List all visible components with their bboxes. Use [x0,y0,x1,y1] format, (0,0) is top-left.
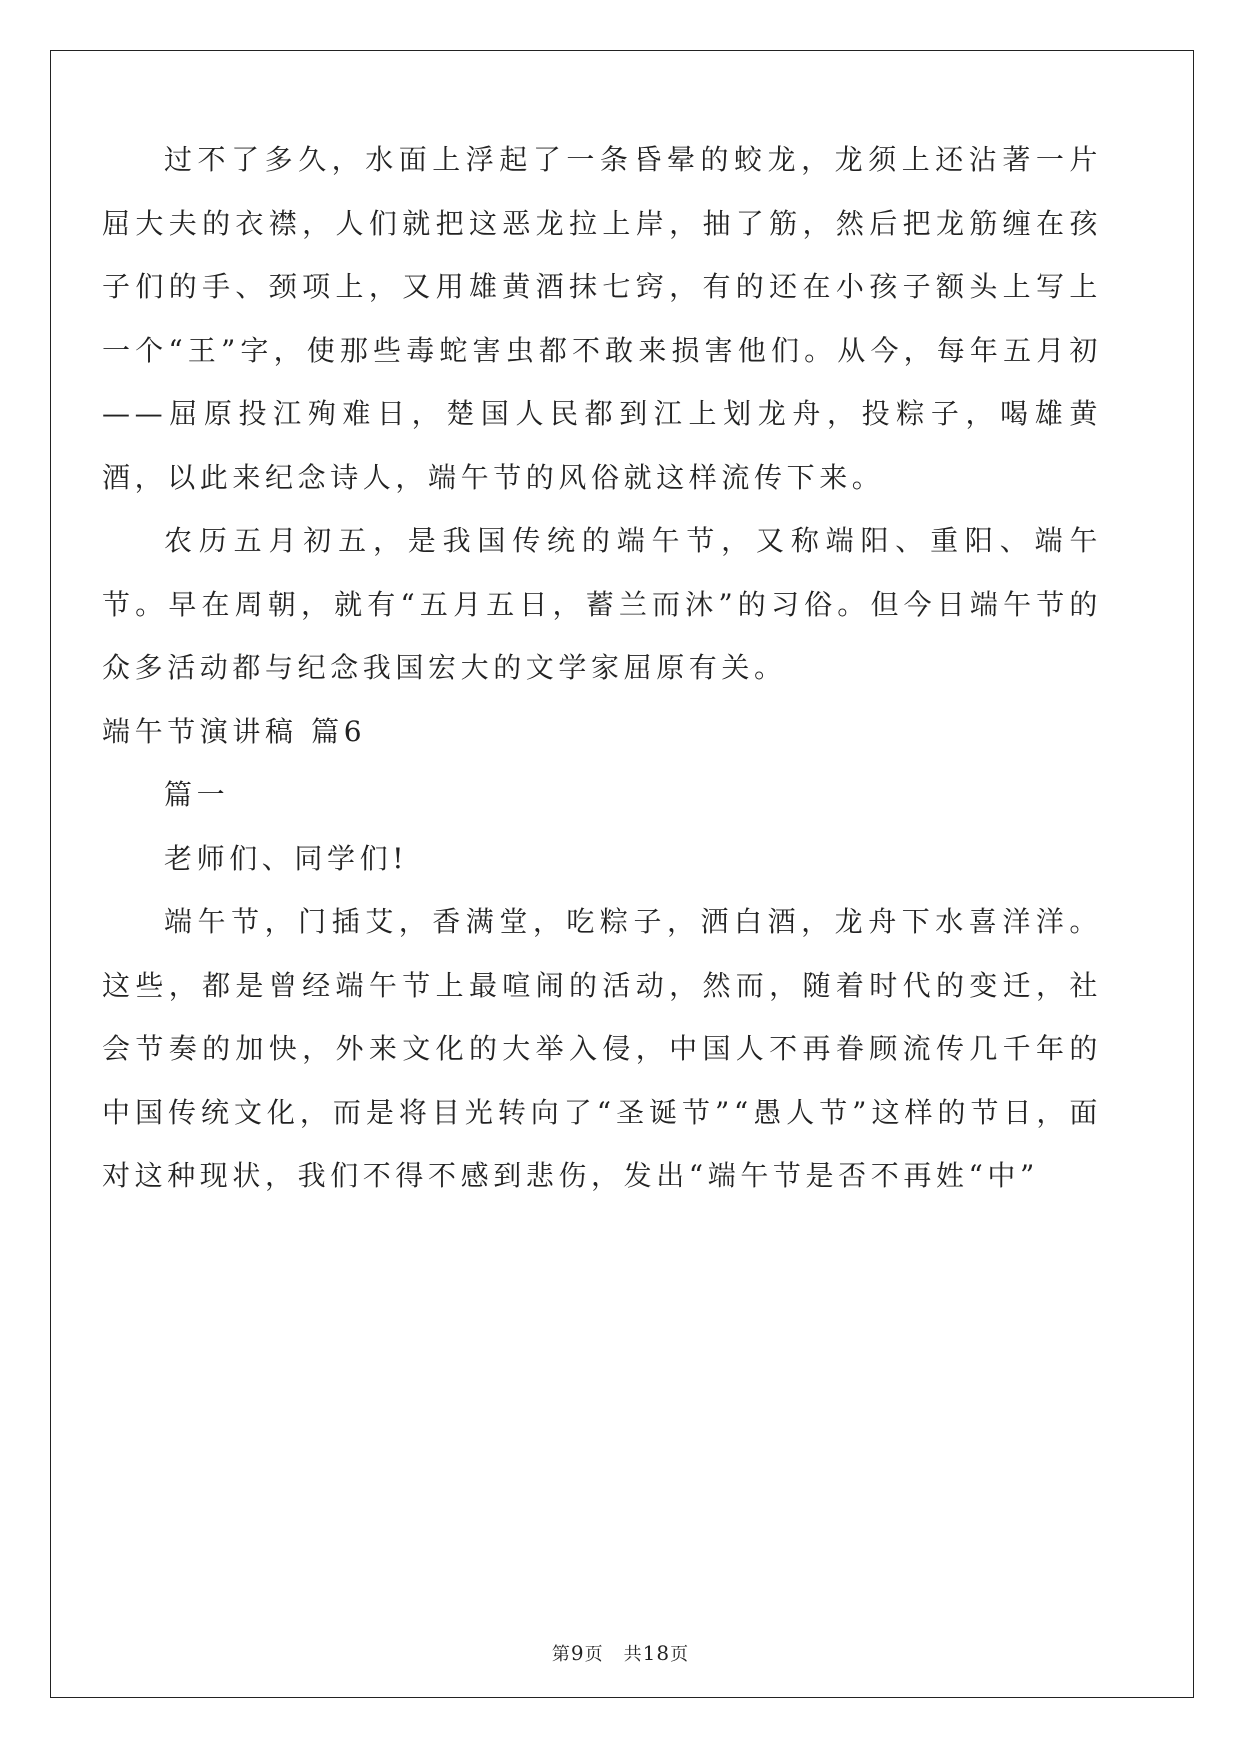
page-footer [0,1640,1241,1666]
total-pages: 18 [642,1641,671,1665]
paragraph: 过不了多久，水面上浮起了一条昏晕的蛟龙，龙须上还沾著一片屈大夫的衣襟，人们就把这恶龙拉上岸，抽了筋，然后把龙筋缠在孩子们的手、颈项上，又用雄黄酒抹七窍，有的还在小孩子额头上写上一个“王”字，使那些毒蛇害虫都不敢来损害他们。从今，每年五月初——屈原投江殉难日，楚国人民都到江上划龙舟，投粽子，喝雄黄酒，以此来纪念诗人，端午节的风俗就这样流传下来。 [102,143,1102,494]
paragraph: 老师们、同学们! [164,841,409,875]
section-heading: 端午节演讲稿 篇6 [102,714,367,748]
paragraph: 篇一 [164,778,230,811]
total-prefix: 共 [623,1644,643,1665]
paragraph: 农历五月初五，是我国传统的端午节，又称端阳、重阳、端午节。早在周朝，就有“五月五日，蓄兰而沐”的习俗。但今日端午节的众多活动都与纪念我国宏大的文学家屈原有关。 [102,524,1102,684]
paragraph: 端午节，门插艾，香满堂，吃粽子，洒白酒，龙舟下水喜洋洋。这些，都是曾经端午节上最喧闹的活动，然而，随着时代的变迁，社会节奏的加快，外来文化的大举入侵，中国人不再眷顾流传几千年的中国传统文化，而是将目光转向了“圣诞节”“愚人节”这样的节日，面对这种现状，我们不得不感到悲伤，发出“端午节是否不再姓“中” [102,905,1102,1192]
page-number: 9 [570,1641,585,1665]
page-suffix: 页 [584,1644,604,1665]
page-prefix: 第 [551,1644,571,1665]
document-body [102,128,1102,1208]
total-suffix: 页 [670,1644,690,1665]
